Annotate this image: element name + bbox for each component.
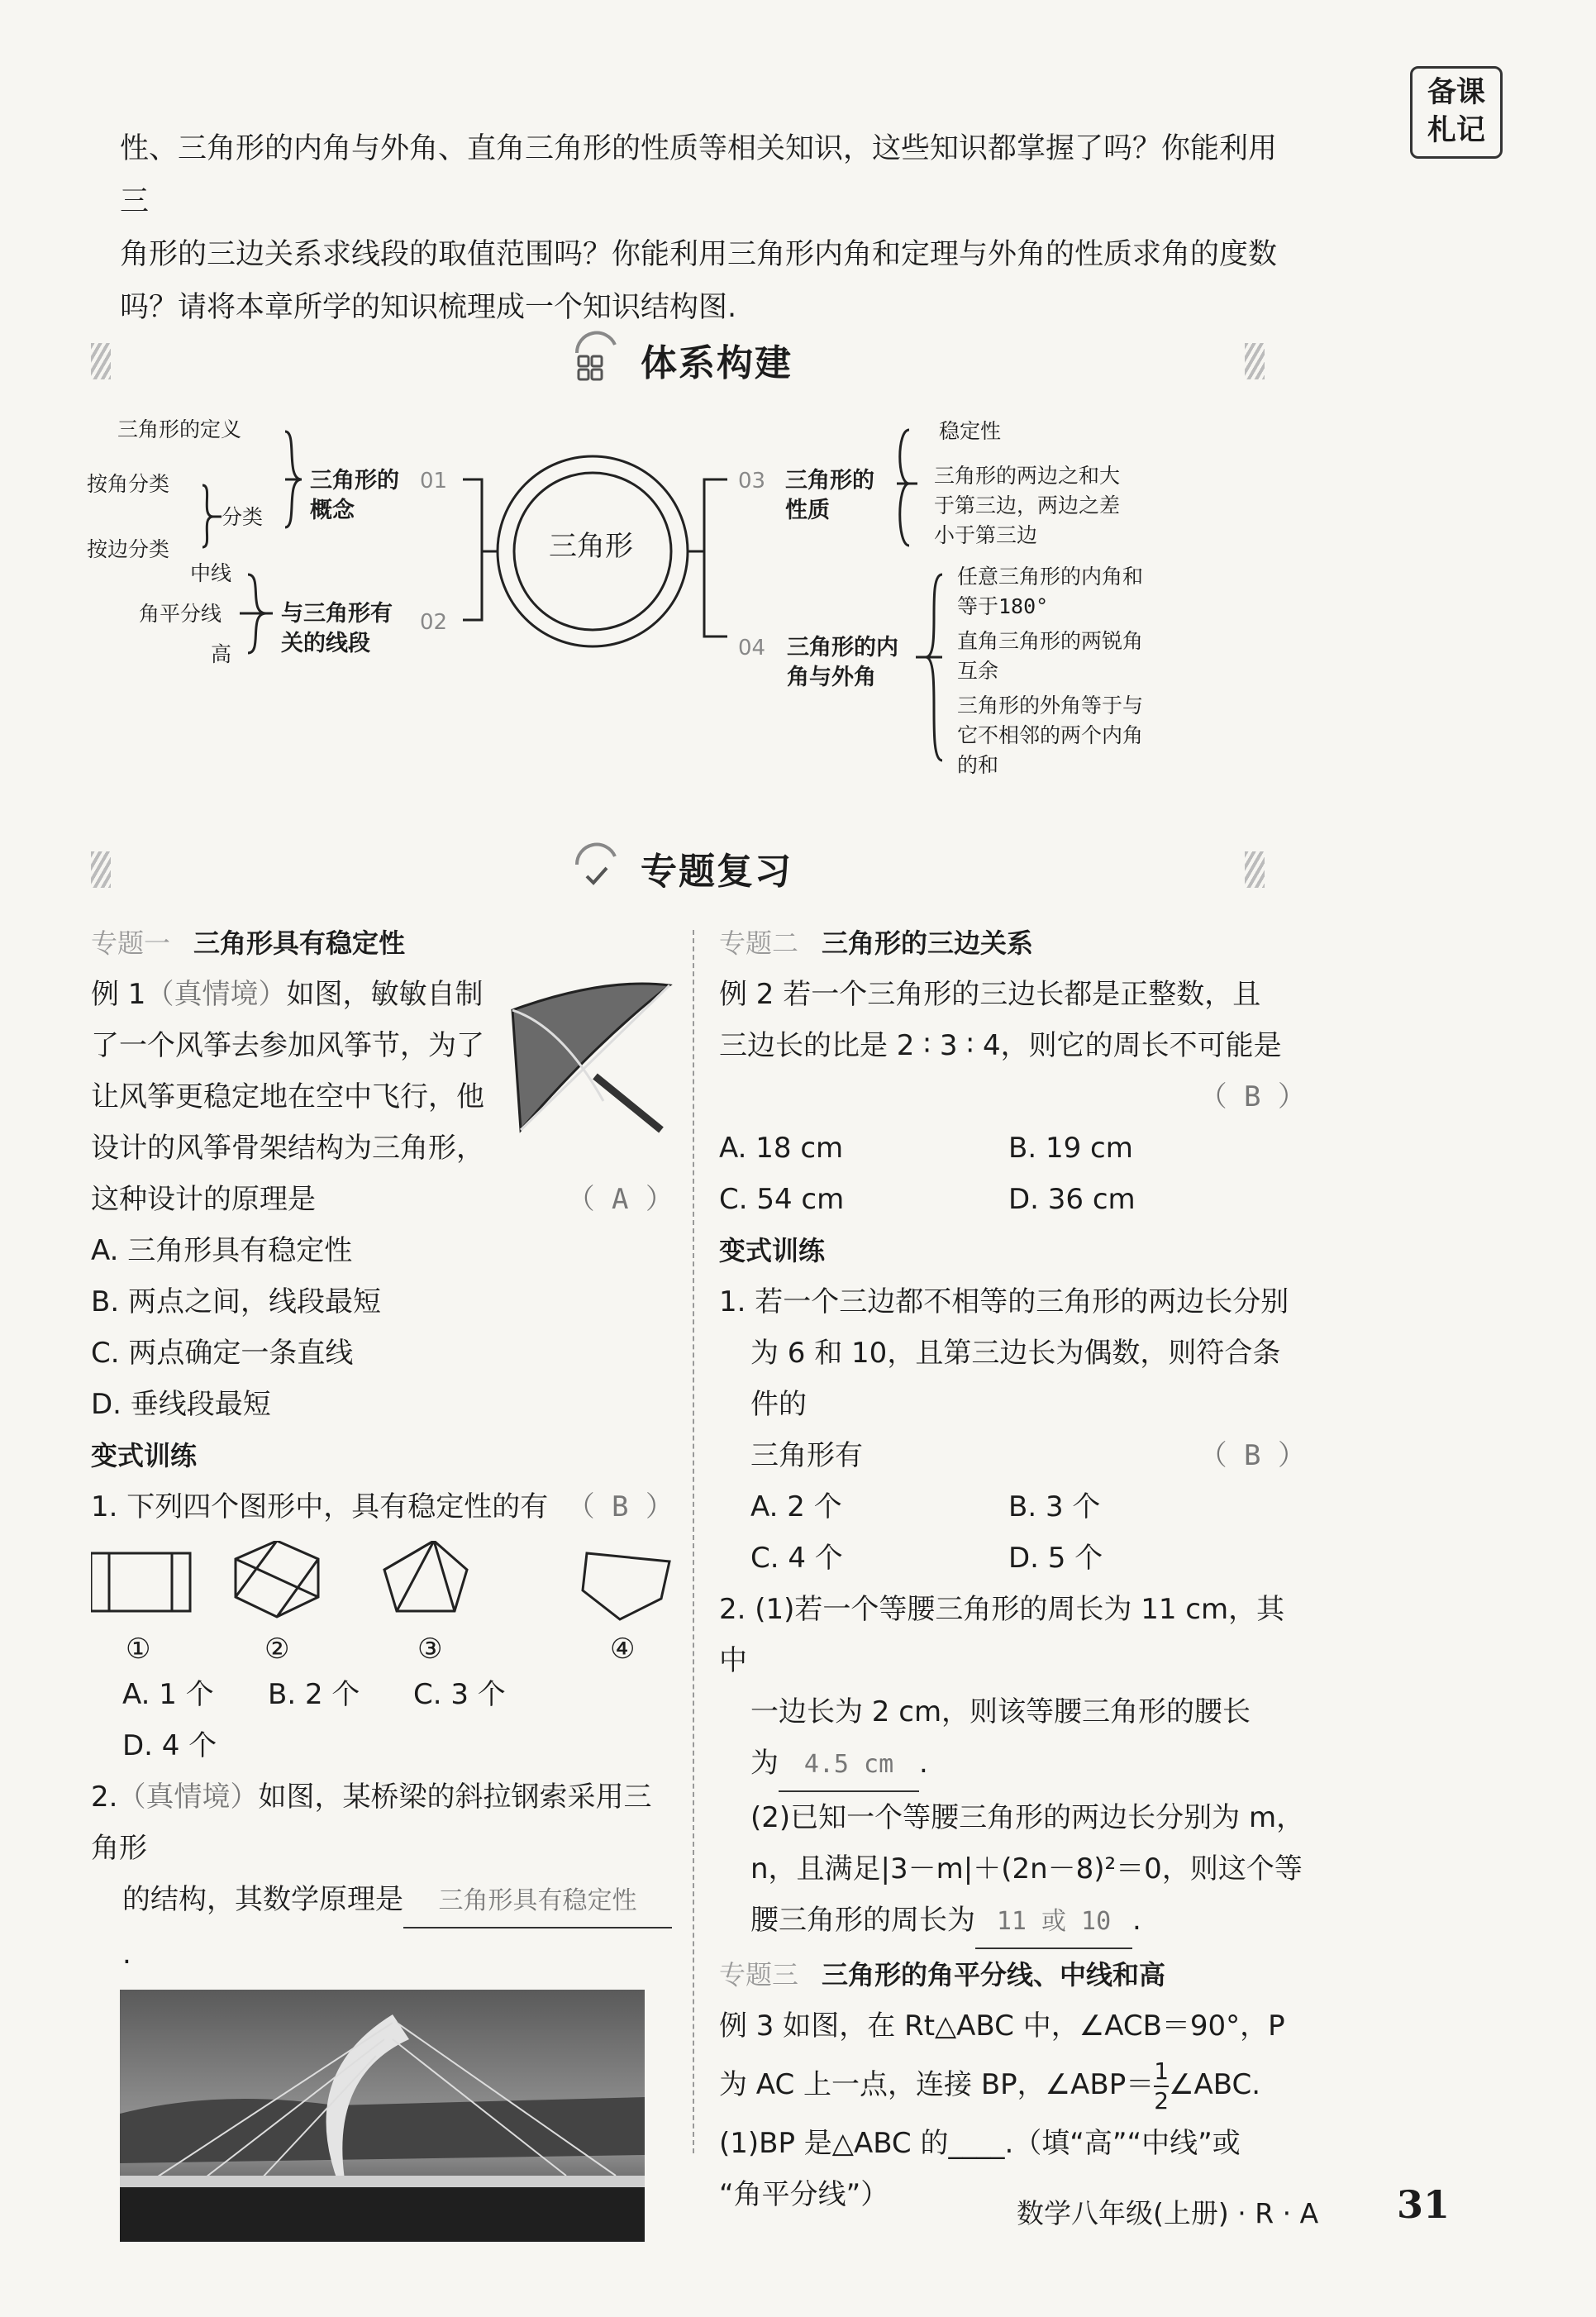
context-tag: （真情境） [117, 1781, 259, 1814]
node-text-line: 它不相邻的两个内角 [957, 723, 1144, 747]
question-text: 三角形有 [750, 1439, 863, 1472]
example-text: 三边长的比是 2 ∶ 3 ∶ 4，则它的周长不可能是 [719, 1029, 1282, 1062]
node-acute-angles [957, 627, 1143, 686]
option: B. 2 个 [268, 1678, 360, 1711]
node-properties-line2: 性质 [785, 498, 830, 523]
shapes-drawing [91, 1541, 674, 1623]
node-text-line: 于第三边，两边之差 [934, 493, 1121, 517]
topic-heading [719, 918, 1306, 969]
node-angle-sum [957, 562, 1143, 622]
option: B. 3 个 [1008, 1490, 1101, 1523]
option: B. 19 cm [1008, 1132, 1133, 1165]
example-text: 让风筝更稳定地在空中飞行，他 [91, 1080, 484, 1113]
example-text: “角平分线”） [719, 2178, 889, 2211]
question-text: . [1132, 1904, 1141, 1937]
question-text: . [919, 1747, 928, 1780]
option: D. 36 cm [1008, 1183, 1136, 1216]
fraction-numerator: 1 [1154, 2057, 1169, 2087]
center-node: 三角形 [549, 530, 633, 563]
option: C. 3 个 [413, 1678, 506, 1711]
shape-label: ① [126, 1633, 151, 1666]
node-stability: 稳定性 [939, 419, 1002, 443]
node-number: 04 [738, 636, 766, 660]
option: A. 2 个 [750, 1490, 842, 1523]
node-text-line: 三角形的两边之和大 [934, 464, 1121, 488]
question-text: . [122, 1938, 131, 1971]
practice-heading: 变式训练 [91, 1440, 198, 1471]
option: C. 4 个 [750, 1542, 843, 1575]
answer-blank: 11 或 10 [975, 1896, 1132, 1949]
example-text: 为 AC 上一点，连接 BP，∠ABP＝ [719, 2068, 1155, 2101]
node-height: 高 [211, 642, 232, 666]
shape-label: ③ [417, 1633, 443, 1666]
section-title: 专题复习 [641, 851, 793, 893]
topic-heading [719, 1949, 1306, 2000]
topic-heading [91, 918, 674, 969]
section-heading-review [91, 835, 1265, 893]
example-text: (1)BP 是△ABC 的____.（填“高”“中线”或 [719, 2127, 1241, 2160]
example-text: 如图，在 Rt△ABC 中，∠ACB＝90°，P [783, 2009, 1285, 2043]
answer-blank: 三角形具有稳定性 [403, 1876, 672, 1928]
option: A. 1 个 [122, 1678, 214, 1711]
fraction [1154, 2057, 1169, 2115]
option: A. 三角形具有稳定性 [91, 1234, 353, 1267]
fraction-denominator: 2 [1154, 2086, 1170, 2114]
right-column [719, 918, 1306, 2220]
question-number: 2. [91, 1781, 118, 1814]
node-number: 02 [420, 610, 448, 635]
question-text: 为 6 和 10，且第三边长为偶数，则符合条件的 [750, 1337, 1281, 1421]
node-concept-line2: 概念 [310, 498, 355, 523]
node-bisector: 角平分线 [139, 602, 222, 626]
question-text: 1. 下列四个图形中，具有稳定性的有 [91, 1490, 549, 1523]
example-text: 如图，敏敏自制 [286, 978, 484, 1011]
shapes-figure [91, 1533, 674, 1669]
option: D. 5 个 [1008, 1542, 1103, 1575]
option: D. 4 个 [122, 1729, 217, 1762]
node-properties-line1: 三角形的 [785, 468, 874, 493]
practice-heading: 变式训练 [719, 1235, 826, 1266]
topic-title: 三角形的角平分线、中线和高 [822, 1959, 1166, 1990]
shape-label: ④ [610, 1633, 636, 1666]
node-text-line: 互余 [957, 659, 999, 683]
question-text: 为 [750, 1747, 779, 1780]
left-column [91, 918, 674, 2242]
node-number: 03 [738, 469, 766, 493]
intro-line: 吗？请将本章所学的知识梳理成一个知识结构图. [120, 291, 737, 324]
question-text: 如图，某桥梁的斜拉钢索采用三角形 [91, 1781, 652, 1865]
question-text: 腰三角形的周长为 [750, 1904, 975, 1937]
grid-icon [569, 328, 622, 381]
option: C. 两点确定一条直线 [91, 1337, 354, 1370]
node-text-line: 的和 [957, 753, 999, 777]
answer-choice: （ B ） [1198, 1080, 1306, 1113]
example-text: ∠ABC. [1169, 2068, 1261, 2101]
node-text-line: 等于180° [957, 594, 1049, 618]
example-text: 了一个风筝去参加风筝节，为了 [91, 1029, 484, 1062]
answer-choice: （ A ） [566, 1183, 674, 1216]
page-number: 31 [1397, 2182, 1451, 2227]
node-text-line: 小于第三边 [934, 523, 1038, 547]
topic-tag: 专题二 [719, 927, 799, 959]
node-definition: 三角形的定义 [117, 417, 242, 441]
node-text-line: 直角三角形的两锐角 [957, 629, 1144, 653]
node-number: 01 [420, 469, 448, 493]
example-text: 设计的风筝骨架结构为三角形， [91, 1132, 484, 1165]
badge-line: 备课 [1427, 75, 1485, 109]
context-tag: （真情境） [145, 978, 287, 1011]
example-label: 例 2 [719, 978, 774, 1011]
node-exterior-angle [957, 691, 1143, 780]
badge-line: 札记 [1427, 113, 1485, 147]
column-divider [693, 930, 694, 2153]
question-text: (2)已知一个等腰三角形的两边长分别为 m， [750, 1801, 1305, 1834]
mind-map-lines [0, 397, 1596, 794]
answer-blank: 4.5 cm [779, 1739, 919, 1792]
section-heading-system [91, 327, 1265, 384]
book-info: 数学八年级(上册) · R · A [1017, 2197, 1319, 2229]
notes-badge [1410, 66, 1503, 159]
topic-tag: 专题一 [91, 927, 171, 959]
example-1 [91, 969, 674, 1430]
option: B. 两点之间，线段最短 [91, 1285, 381, 1318]
review-icon [569, 837, 622, 889]
question-text: 的结构，其数学原理是 [122, 1883, 403, 1916]
topic-tag: 专题三 [719, 1959, 799, 1990]
node-angles-line2: 角与外角 [787, 665, 876, 690]
answer-choice: （ B ） [566, 1490, 674, 1523]
shape-label: ② [264, 1633, 290, 1666]
option: D. 垂线段最短 [91, 1388, 271, 1421]
section-title: 体系构建 [641, 342, 793, 384]
node-segments-line2: 关的线段 [281, 631, 370, 656]
question-text: 一边长为 2 cm，则该等腰三角形的腰长 [750, 1695, 1251, 1728]
option: C. 54 cm [719, 1183, 845, 1216]
node-by-side: 按边分类 [87, 537, 170, 561]
node-classify: 分类 [222, 505, 264, 529]
example-text: 若一个三角形的三边长都是正整数，且 [783, 978, 1261, 1011]
node-text-line: 任意三角形的内角和 [957, 565, 1144, 589]
question-text: 1. 若一个三边都不相等的三角形的两边长分别 [719, 1285, 1289, 1318]
question-text: 2. (1)若一个等腰三角形的周长为 11 cm，其中 [719, 1593, 1285, 1677]
intro-line: 角形的三边关系求线段的取值范围吗？你能利用三角形内角和定理与外角的性质求角的度数 [120, 238, 1278, 271]
option: A. 18 cm [719, 1132, 844, 1165]
intro-paragraph [120, 122, 1293, 334]
example-label: 例 3 [719, 2009, 774, 2043]
node-side-relation [934, 461, 1120, 551]
question-text: n，且满足|3－m|＋(2n－8)²＝0，则这个等 [750, 1852, 1303, 1886]
kite-image [504, 977, 674, 1134]
node-segments-line1: 与三角形有 [281, 601, 393, 627]
intro-line: 性、三角形的内角与外角、直角三角形的性质等相关知识，这些知识都掌握了吗？你能利用三 [120, 132, 1278, 218]
node-text-line: 三角形的外角等于与 [957, 694, 1144, 718]
mind-map [0, 397, 1596, 794]
bridge-photo [120, 1990, 645, 2242]
node-angles-line1: 三角形的内 [787, 635, 898, 660]
answer-choice: （ B ） [1198, 1439, 1306, 1472]
example-label: 例 1 [91, 978, 146, 1011]
node-by-angle: 按角分类 [87, 472, 170, 496]
example-text: 这种设计的原理是 [91, 1183, 316, 1216]
topic-title: 三角形具有稳定性 [193, 927, 406, 959]
node-concept-line1: 三角形的 [310, 468, 399, 493]
node-median: 中线 [190, 561, 232, 585]
topic-title: 三角形的三边关系 [822, 927, 1034, 959]
